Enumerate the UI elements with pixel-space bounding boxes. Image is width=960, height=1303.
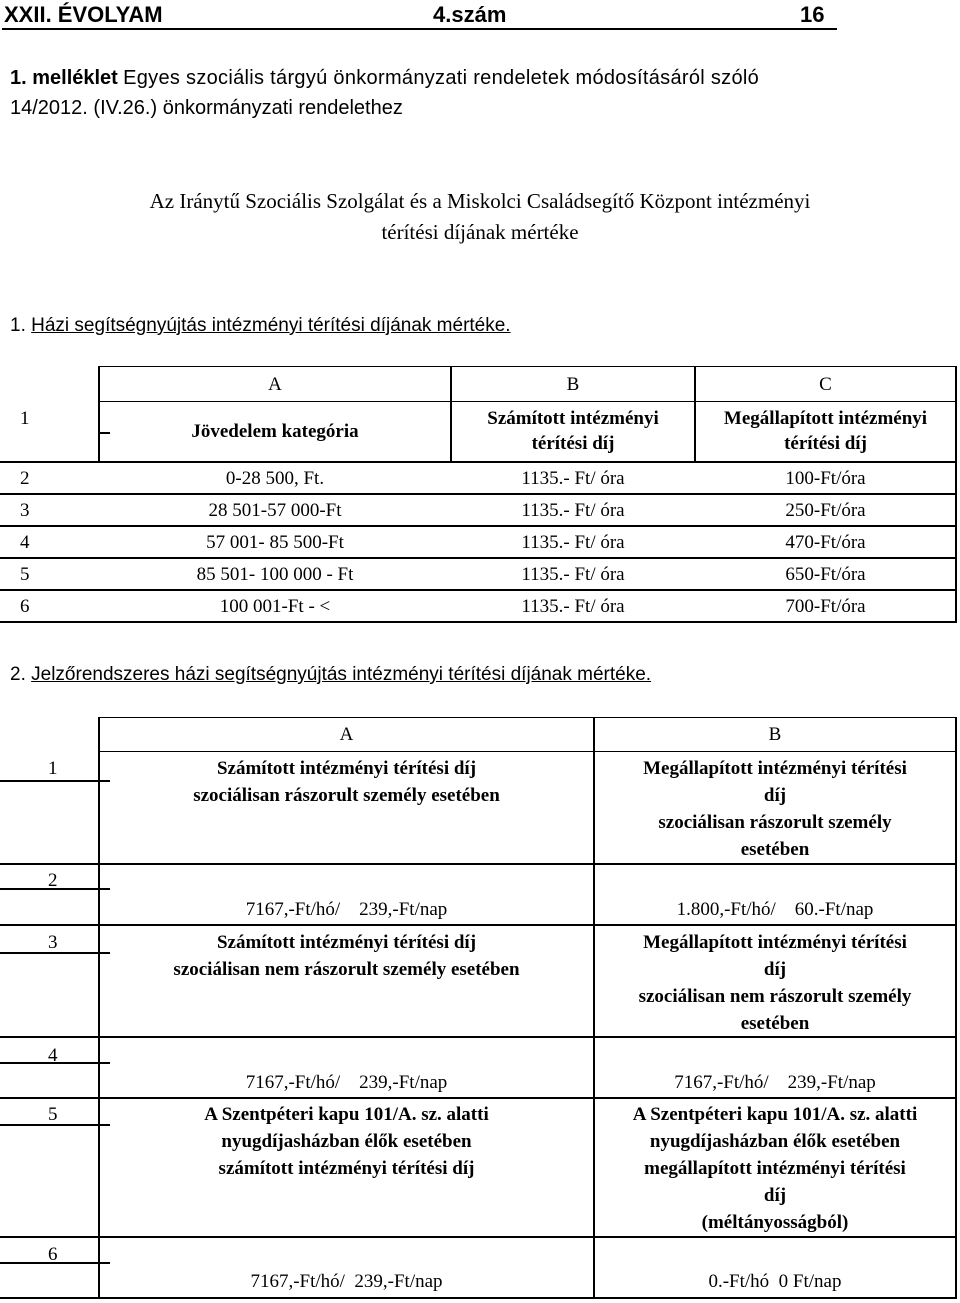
annex-text-1: Egyes szociális tárgyú önkormányzati rendeletek módosításáról szóló: [123, 67, 760, 89]
page-number: 16: [800, 2, 825, 27]
t2-r4-b: 7167,-Ft/hó/ 239,-Ft/nap: [674, 1072, 876, 1093]
t2-r5-b1: A Szentpéteri kapu 101/A. sz. alatti: [632, 1104, 918, 1125]
t2-row-num: 2: [48, 870, 58, 891]
t1-line-4: [0, 557, 956, 559]
t2-vline-right: [955, 717, 957, 1299]
t2-col-a: A: [339, 724, 354, 745]
t2-r5-b5: (méltányosságból): [701, 1212, 849, 1233]
t1-cell-c: 100-Ft/óra: [785, 468, 866, 489]
t2-row-num: 5: [48, 1104, 58, 1125]
t2-line-5: [0, 1236, 956, 1238]
t1-header-a: Jövedelem kategória: [191, 421, 359, 442]
t2-r1-b1: Megállapított intézményi térítési: [643, 758, 907, 779]
section1-heading: [10, 313, 511, 339]
t1-cell-c: 650-Ft/óra: [785, 564, 866, 585]
t1-header-c2: térítési díj: [784, 433, 867, 454]
t1-cell-c: 470-Ft/óra: [785, 532, 866, 553]
t2-row-num: 1: [48, 758, 58, 779]
t2-r3-a1: Számított intézményi térítési díj: [216, 932, 477, 953]
section2-heading: [10, 662, 651, 688]
t1-header-c1: Megállapított intézményi: [723, 408, 928, 429]
t1-col-a: A: [268, 374, 282, 395]
annex-label: 1. melléklet: [10, 67, 118, 89]
t2-line-2: [0, 924, 956, 926]
t1-cell-b: 1135.- Ft/ óra: [521, 532, 625, 553]
t2-r6-a: 7167,-Ft/hó/ 239,-Ft/nap: [250, 1271, 443, 1292]
t1-cell-a: 0-28 500, Ft.: [225, 468, 325, 489]
t1-row-num: 2: [20, 468, 30, 489]
t1-cell-a: 57 001- 85 500-Ft: [206, 532, 344, 553]
t2-r4-a: 7167,-Ft/hó/ 239,-Ft/nap: [245, 1072, 448, 1093]
t2-r3-b3: szociálisan nem rászorult személy: [638, 986, 912, 1007]
t2-r5-a3: számított intézményi térítési díj: [218, 1158, 475, 1179]
t1-cell-a: 100 001-Ft - <: [219, 596, 331, 617]
t2-r5-a2: nyugdíjasházban élők esetében: [221, 1131, 472, 1152]
t1-cell-b: 1135.- Ft/ óra: [521, 596, 625, 617]
t1-row-num: 4: [20, 532, 30, 553]
issue-label: 4.szám: [433, 2, 507, 27]
section1-number: 1.: [10, 315, 26, 336]
annex-text-2: 14/2012. (IV.26.) önkormányzati rendelethez: [10, 97, 403, 119]
t1-row-num: 6: [20, 596, 30, 617]
t2-line-1: [0, 863, 956, 865]
header-rule: [2, 28, 837, 30]
t1-line-top: [98, 366, 956, 367]
t1-line-3: [0, 525, 956, 527]
t2-row-num: 3: [48, 932, 58, 953]
t2-row-num: 4: [48, 1045, 58, 1066]
t2-r3-a2: szociálisan nem rászorult személy esetében: [173, 959, 520, 980]
t1-header-b2: térítési díj: [531, 433, 615, 454]
section2-title: Jelzőrendszeres házi segítségnyújtás intézményi térítési díjának mértéke.: [31, 664, 652, 685]
t1-line-2: [0, 493, 956, 495]
t2-r2-a: 7167,-Ft/hó/ 239,-Ft/nap: [245, 899, 448, 920]
doc-title-line-2: térítési díjának mértéke: [381, 220, 579, 244]
doc-title-line-1: Az Iránytű Szociális Szolgálat és a Miskolci Családsegítő Központ intézményi: [149, 189, 811, 213]
t1-line-5: [0, 589, 956, 591]
t1-cell-b: 1135.- Ft/ óra: [521, 564, 625, 585]
t1-row-num: 1: [20, 408, 30, 429]
t2-r1-b3: szociálisan rászorult személy: [658, 812, 892, 833]
t2-r3-b1: Megállapított intézményi térítési: [643, 932, 907, 953]
t2-row-num: 6: [48, 1244, 58, 1265]
t2-r3-b2: díj: [763, 959, 787, 980]
t1-cell-c: 250-Ft/óra: [785, 500, 866, 521]
t1-cell-b: 1135.- Ft/ óra: [521, 468, 625, 489]
t1-line-bottom: [0, 621, 956, 623]
t1-line-1: [0, 461, 956, 463]
section1-title: Házi segítségnyújtás intézményi térítési díjának mértéke.: [31, 315, 511, 336]
t1-row-num: 5: [20, 564, 30, 585]
section2-number: 2.: [10, 664, 26, 685]
t2-r6-b: 0.-Ft/hó 0 Ft/nap: [708, 1271, 842, 1292]
t1-col-b: B: [566, 374, 580, 395]
t2-col-b: B: [768, 724, 782, 745]
volume-label: XXII. ÉVOLYAM: [4, 2, 163, 27]
t1-cell-c: 700-Ft/óra: [785, 596, 866, 617]
t2-line-cols: [98, 751, 956, 752]
t2-r1-a2: szociálisan rászorult személy esetében: [193, 785, 500, 806]
t2-vline-left: [98, 751, 100, 1297]
t1-vline-right: [955, 366, 957, 623]
t1-row-num: 3: [20, 500, 30, 521]
t2-r1-b2: díj: [763, 785, 787, 806]
t2-r1-b4: esetében: [740, 839, 810, 860]
t2-r5-b4: díj: [763, 1185, 787, 1206]
annex-line-1: [10, 62, 759, 93]
t2-r5-b3: megállapított intézményi térítési: [644, 1158, 906, 1179]
t2-line-bottom: [0, 1297, 956, 1299]
t2-r5-a1: A Szentpéteri kapu 101/A. sz. alatti: [204, 1104, 489, 1125]
t2-r1-a1: Számított intézményi térítési díj: [216, 758, 477, 779]
t2-r2-b: 1.800,-Ft/hó/ 60.-Ft/nap: [676, 899, 874, 920]
t1-cell-a: 85 501- 100 000 - Ft: [196, 564, 354, 585]
t1-cell-b: 1135.- Ft/ óra: [521, 500, 625, 521]
t1-header-b1: Számított intézményi: [487, 408, 659, 429]
t2-r3-b4: esetében: [740, 1013, 810, 1034]
t2-r5-b2: nyugdíjasházban élők esetében: [649, 1131, 901, 1152]
t1-col-c: C: [819, 374, 832, 395]
t1-line-cols: [98, 401, 956, 402]
t2-line-4: [0, 1097, 956, 1099]
t1-cell-a: 28 501-57 000-Ft: [208, 500, 342, 521]
t2-line-top: [98, 717, 956, 718]
